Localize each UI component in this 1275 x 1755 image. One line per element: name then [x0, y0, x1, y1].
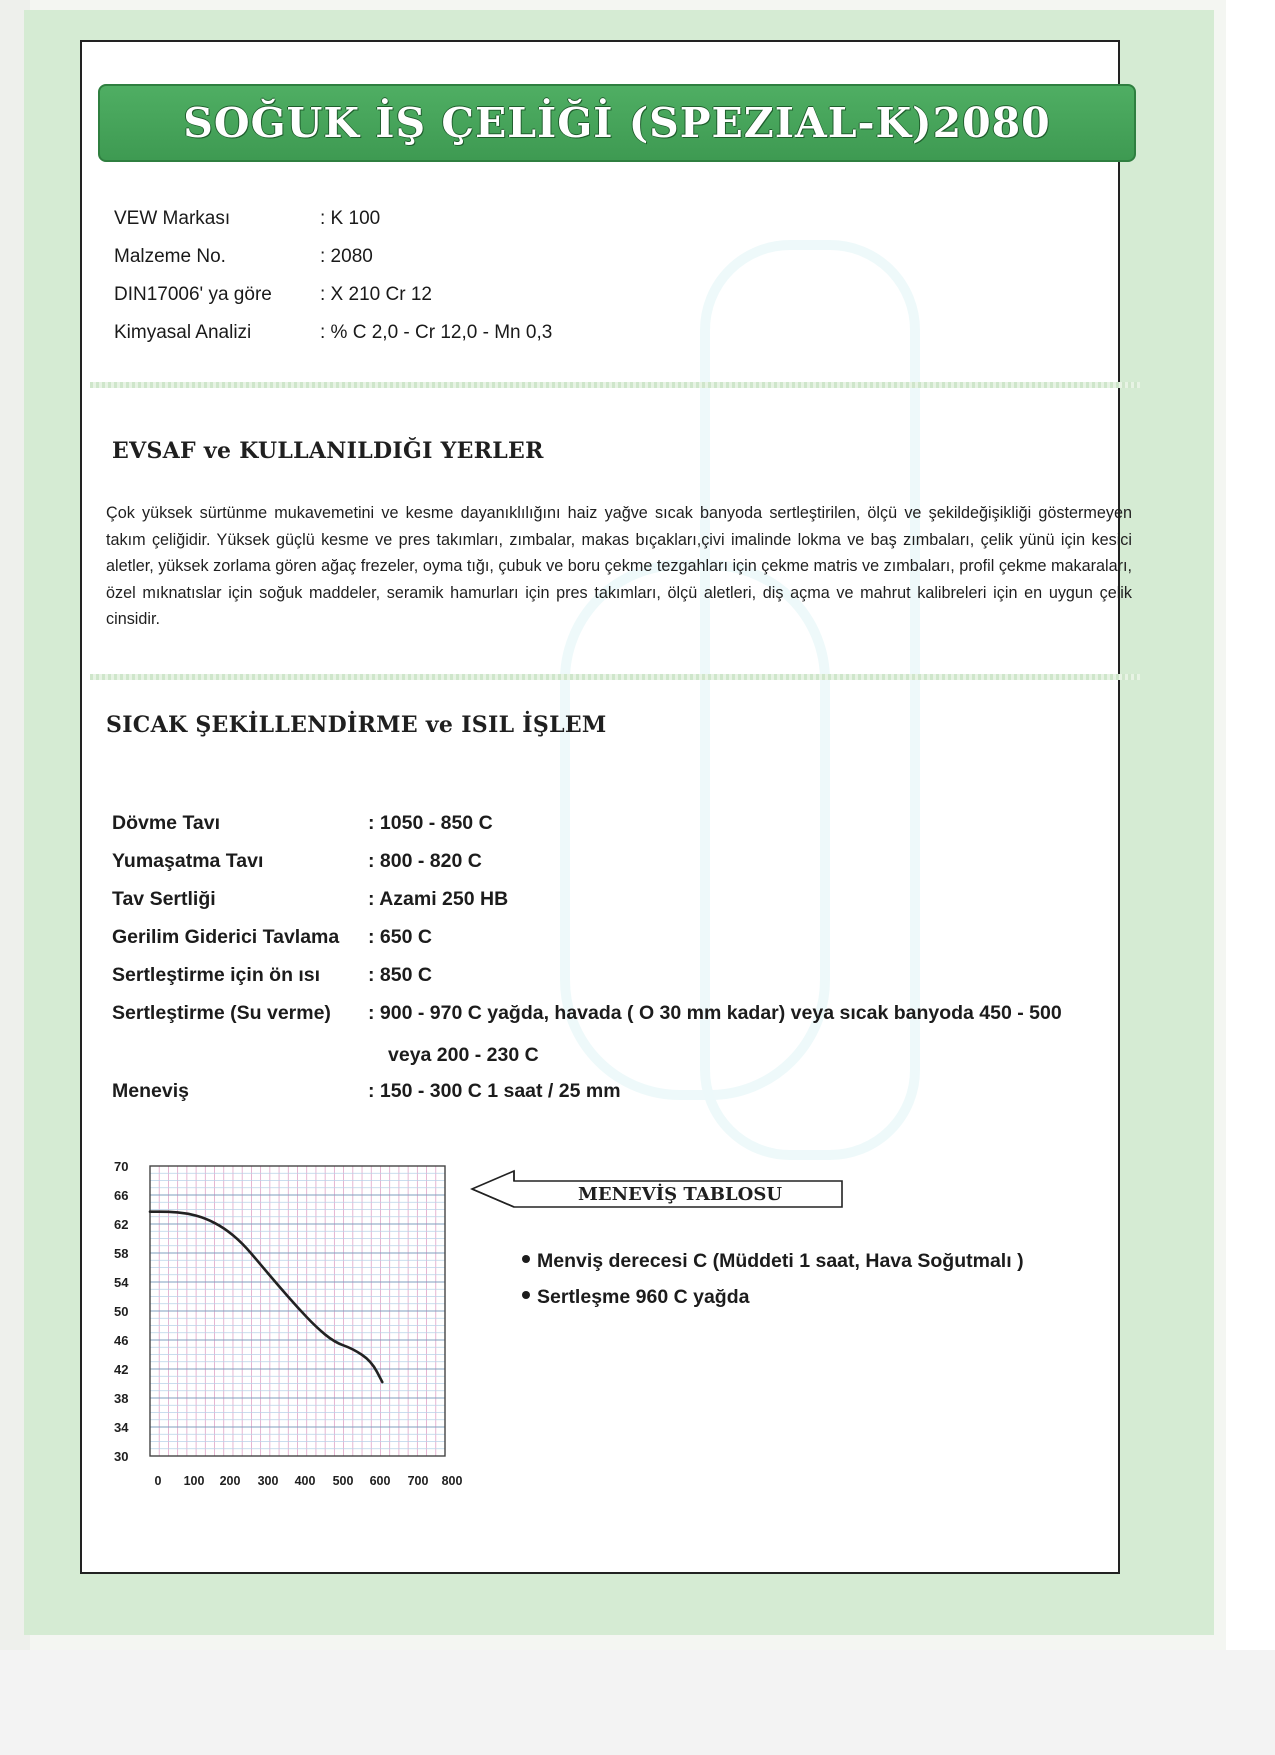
tempering-callout [470, 1168, 850, 1223]
spec-value: : K 100 [320, 208, 381, 229]
heat-label: Yumaşatma Tavı [112, 850, 264, 872]
tempering-note [522, 1286, 749, 1309]
heat-value: : 900 - 970 C yağda, havada ( O 30 mm kadar) veya sıcak banyoda 450 - 500 [368, 1002, 1062, 1024]
page-title: SOĞUK İŞ ÇELİĞİ (SPEZIAL-K)2080 [183, 99, 1051, 147]
usage-paragraph: Çok yüksek sürtünme mukavemetini ve kesme dayanıklılığını haiz yağve sıcak banyoda sertleştirilen, ölçü ve şekildeğişikliği göstermeyen takım çeliğidir. Yüksek güçlü kesme ve pres takımları, zımbalar, makas bıçakları,çivi imalinde lokma ve baş zımbaları, çelik yünü için kesici aletler, yüksek zorlama gören ağaç frezeler, oyma tığı, çubuk ve boru çekme tezgahları için çekme matris ve zımbaları, profil çekme makaraları, özel mıknatıslar için soğuk maddeler, seramik hamurları için pres takımları, ölçü aletleri, diş açma ve mahrut kalibreleri için en uygun çelik cinsidir. [106, 504, 1132, 628]
spec-value: : X 210 Cr 12 [320, 284, 432, 305]
heat-label: Meneviş [112, 1080, 189, 1102]
y-tick-label: 62 [114, 1217, 129, 1232]
section-heading-heat-treatment: SICAK ŞEKİLLENDİRME ve ISIL İŞLEM [106, 712, 607, 738]
heat-label: Sertleştirme (Su verme) [112, 1002, 331, 1024]
x-tick-label: 100 [183, 1474, 205, 1488]
y-tick-label: 34 [114, 1420, 129, 1435]
bullet-icon [522, 1291, 530, 1299]
tempering-chart-svg [100, 1160, 520, 1490]
heat-value: : 800 - 820 C [368, 850, 482, 872]
y-tick-label: 46 [114, 1333, 129, 1348]
y-tick-label: 54 [114, 1275, 129, 1290]
y-tick-label: 42 [114, 1362, 129, 1377]
callout-arrow-box [470, 1168, 850, 1218]
scan-margin-right [1226, 0, 1275, 1755]
x-tick-label: 700 [407, 1474, 429, 1488]
tempering-note [522, 1250, 1024, 1273]
spec-label: Malzeme No. [114, 246, 226, 267]
y-tick-label: 38 [114, 1391, 129, 1406]
heat-value: : 850 C [368, 964, 432, 986]
heat-value: : Azami 250 HB [368, 888, 509, 910]
spec-label: DIN17006' ya göre [114, 284, 272, 305]
y-tick-label: 70 [114, 1160, 129, 1174]
x-tick-label: 500 [332, 1474, 354, 1488]
tempering-note-text: Sertleşme 960 C yağda [537, 1286, 750, 1308]
spec-label: Kimyasal Analizi [114, 322, 252, 343]
heat-value: : 1050 - 850 C [368, 812, 493, 834]
heat-value: : 650 C [368, 926, 432, 948]
y-tick-label: 58 [114, 1246, 129, 1261]
heat-value-continuation: veya 200 - 230 C [388, 1044, 539, 1066]
heat-label: Gerilim Giderici Tavlama [112, 926, 340, 948]
x-tick-label: 800 [441, 1474, 463, 1488]
heat-label: Sertleştirme için ön ısı [112, 964, 321, 986]
tempering-chart [100, 1160, 520, 1490]
spec-label: VEW Markası [114, 208, 231, 229]
bullet-icon [522, 1255, 530, 1263]
title-banner [98, 84, 1136, 162]
y-tick-label: 30 [114, 1449, 129, 1464]
x-tick-label: 300 [257, 1474, 279, 1488]
x-tick-label: 0 [154, 1474, 162, 1488]
heat-value: : 150 - 300 C 1 saat / 25 mm [368, 1080, 621, 1102]
heat-label: Tav Sertliği [112, 888, 216, 910]
section-divider [90, 382, 1140, 388]
heat-label: Dövme Tavı [112, 812, 221, 834]
y-tick-label: 66 [114, 1188, 129, 1203]
scan-margin-bottom [0, 1650, 1275, 1755]
y-tick-label: 50 [114, 1304, 129, 1319]
spec-value: : % C 2,0 - Cr 12,0 - Mn 0,3 [320, 322, 553, 343]
tempering-note-text: Menviş derecesi C (Müddeti 1 saat, Hava Soğutmalı ) [537, 1250, 1024, 1272]
spec-value: : 2080 [320, 246, 373, 267]
x-tick-label: 200 [219, 1474, 241, 1488]
callout-title: MENEVİŞ TABLOSU [577, 1184, 783, 1205]
x-tick-label: 400 [294, 1474, 316, 1488]
section-divider [90, 674, 1140, 680]
x-tick-label: 600 [369, 1474, 391, 1488]
section-heading-usage: EVSAF ve KULLANILDIĞI YERLER [112, 438, 544, 464]
